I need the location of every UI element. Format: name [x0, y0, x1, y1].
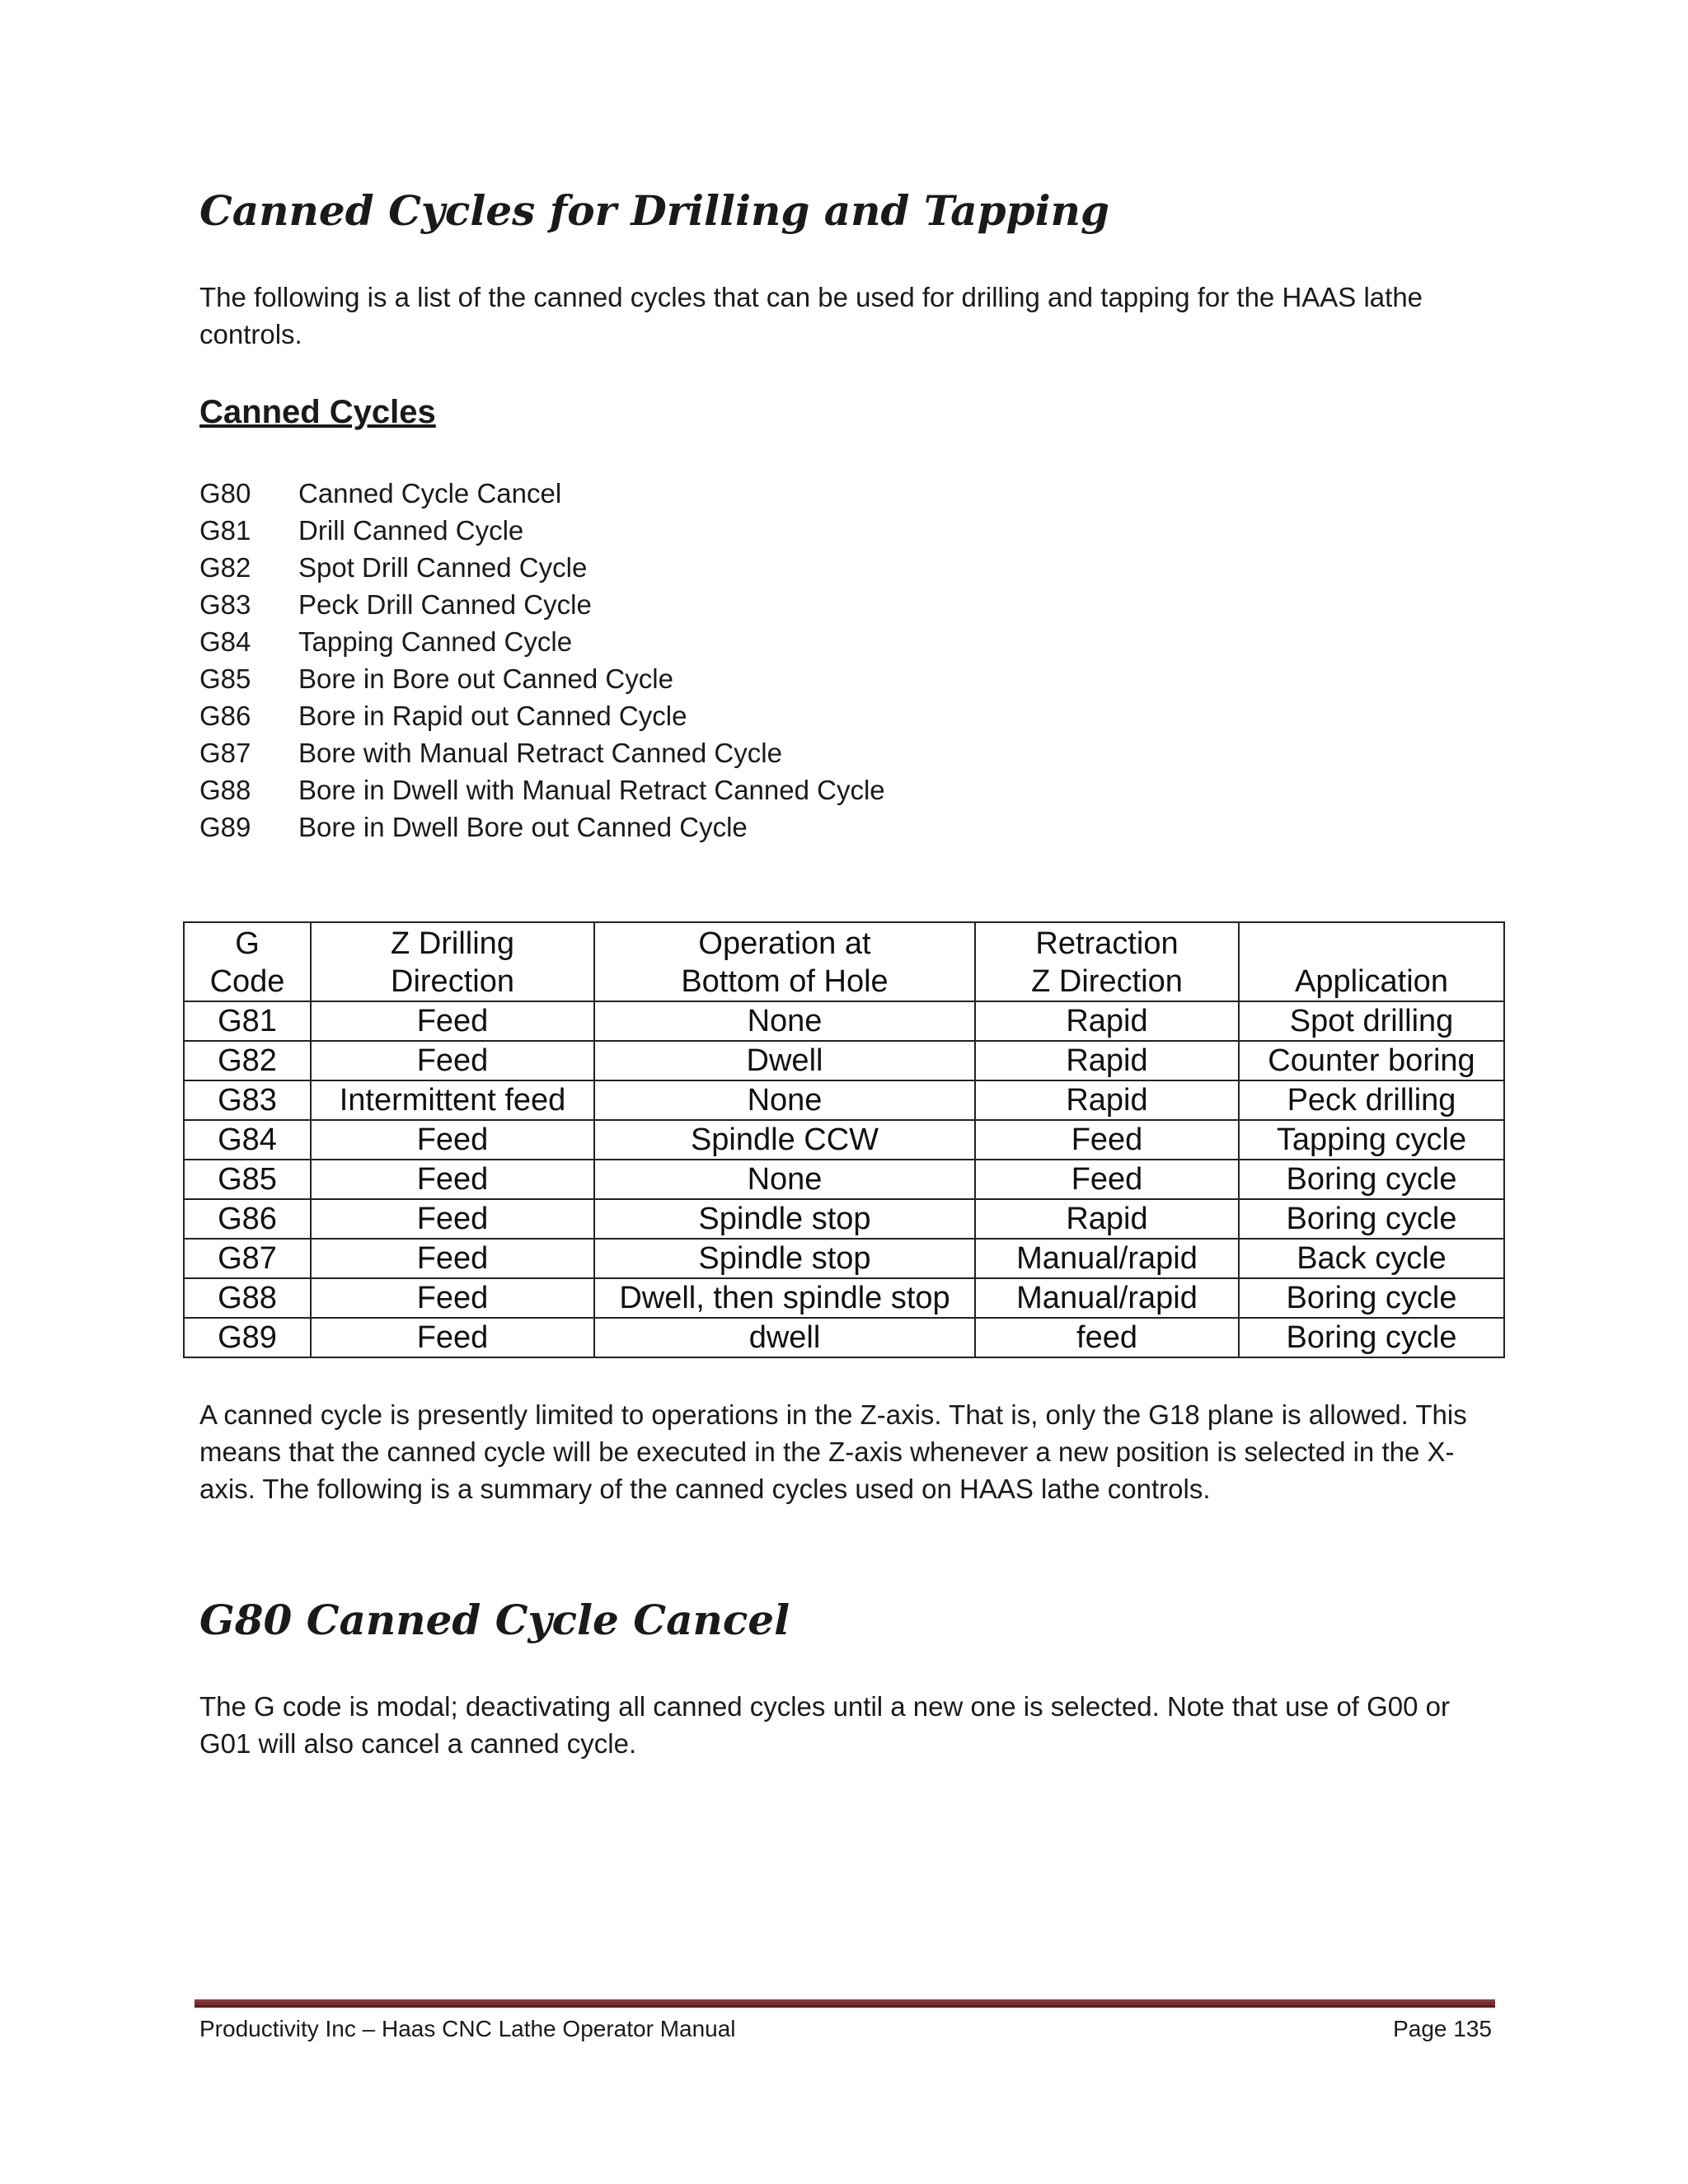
table-row: [184, 1318, 1504, 1357]
cell-g-code: G84: [184, 1120, 311, 1160]
cell-retraction: Manual/rapid: [975, 1278, 1239, 1318]
table-row: [184, 1080, 1504, 1120]
cell-operation: Spindle stop: [594, 1239, 975, 1278]
cell-operation: Spindle CCW: [594, 1120, 975, 1160]
intro-paragraph: The following is a list of the canned cycles that can be used for drilling and tapping for the HAAS lathe controls.: [199, 282, 1423, 349]
cell-operation: Dwell, then spindle stop: [594, 1278, 975, 1318]
cell-retraction: Rapid: [975, 1001, 1239, 1041]
summary-paragraph: A canned cycle is presently limited to operations in the Z-axis. That is, only the G18 plane is allowed. This means that the canned cycle will be executed in the Z-axis whenever a new position is selected in the X-axis. The following is a summary of the canned cycles used on HAAS lathe controls.: [199, 1399, 1467, 1504]
cell-application: Boring cycle: [1239, 1278, 1504, 1318]
cycle-name: Peck Drill Canned Cycle: [298, 589, 592, 620]
cell-direction: Feed: [311, 1120, 594, 1160]
cell-operation: Dwell: [594, 1041, 975, 1080]
cell-direction: Feed: [311, 1041, 594, 1080]
cell-application: Peck drilling: [1239, 1080, 1504, 1120]
cell-g-code: G87: [184, 1239, 311, 1278]
table-row: [184, 1001, 1504, 1041]
canned-cycle-table: [183, 921, 1505, 1358]
cell-application: Spot drilling: [1239, 1001, 1504, 1041]
page-heading: Canned Cycles for Drilling and Tapping: [199, 186, 1109, 235]
list-item: [199, 734, 885, 771]
cycle-code: G89: [199, 812, 251, 842]
footer-page-number: Page 135: [1393, 2016, 1492, 2041]
cycle-name: Bore with Manual Retract Canned Cycle: [298, 738, 782, 768]
table-row: [184, 1160, 1504, 1199]
header-z-drilling-direction: Z Drilling Direction: [311, 922, 594, 1001]
cell-application: Boring cycle: [1239, 1160, 1504, 1199]
cell-retraction: feed: [975, 1318, 1239, 1357]
cycle-code: G81: [199, 515, 251, 546]
header-application: Application: [1239, 922, 1504, 1001]
cell-application: Boring cycle: [1239, 1199, 1504, 1239]
cell-direction: Feed: [311, 1199, 594, 1239]
cell-g-code: G86: [184, 1199, 311, 1239]
cycle-code: G88: [199, 775, 251, 805]
header-g-code: G Code: [184, 922, 311, 1001]
list-item: [199, 771, 885, 808]
cell-direction: Feed: [311, 1318, 594, 1357]
cycle-name: Bore in Rapid out Canned Cycle: [298, 701, 687, 731]
cell-application: Counter boring: [1239, 1041, 1504, 1080]
cycle-name: Canned Cycle Cancel: [298, 478, 562, 509]
cell-direction: Feed: [311, 1160, 594, 1199]
cycle-name: Bore in Dwell Bore out Canned Cycle: [298, 812, 748, 842]
table-row: [184, 1199, 1504, 1239]
cell-retraction: Rapid: [975, 1041, 1239, 1080]
cycle-code: G84: [199, 626, 251, 657]
table-row: [184, 1120, 1504, 1160]
cycle-name: Drill Canned Cycle: [298, 515, 524, 546]
cell-retraction: Feed: [975, 1160, 1239, 1199]
list-item: [199, 808, 885, 846]
header-operation-at-bottom: Operation at Bottom of Hole: [594, 922, 975, 1001]
cycle-name: Spot Drill Canned Cycle: [298, 552, 588, 583]
cycle-list: [199, 475, 885, 846]
table-row: [184, 1278, 1504, 1318]
cell-retraction: Rapid: [975, 1080, 1239, 1120]
cycle-code: G83: [199, 589, 251, 620]
canned-cycles-heading: Canned Cycles: [199, 394, 436, 430]
cell-direction: Intermittent feed: [311, 1080, 594, 1120]
cell-application: Back cycle: [1239, 1239, 1504, 1278]
list-item: [199, 660, 885, 697]
list-item: [199, 475, 885, 512]
table-row: [184, 1239, 1504, 1278]
cell-g-code: G88: [184, 1278, 311, 1318]
cell-operation: None: [594, 1001, 975, 1041]
cell-g-code: G85: [184, 1160, 311, 1199]
cell-direction: Feed: [311, 1278, 594, 1318]
cell-retraction: Feed: [975, 1120, 1239, 1160]
g80-heading: G80 Canned Cycle Cancel: [199, 1596, 790, 1644]
cell-application: Boring cycle: [1239, 1318, 1504, 1357]
cell-retraction: Manual/rapid: [975, 1239, 1239, 1278]
footer-divider: [195, 1999, 1495, 2008]
list-item: [199, 586, 885, 623]
cell-operation: Spindle stop: [594, 1199, 975, 1239]
cycle-code: G85: [199, 663, 251, 694]
cell-application: Tapping cycle: [1239, 1120, 1504, 1160]
cell-operation: None: [594, 1160, 975, 1199]
cycle-name: Bore in Dwell with Manual Retract Canned Cycle: [298, 775, 885, 805]
cell-direction: Feed: [311, 1001, 594, 1041]
cell-direction: Feed: [311, 1239, 594, 1278]
cycle-code: G82: [199, 552, 251, 583]
table-header-row: [184, 922, 1504, 1001]
cell-retraction: Rapid: [975, 1199, 1239, 1239]
g80-paragraph: The G code is modal; deactivating all canned cycles until a new one is selected. Note that use of G00 or G01 will also cancel a canned cycle.: [199, 1691, 1451, 1759]
list-item: [199, 623, 885, 660]
table-row: [184, 1041, 1504, 1080]
list-item: [199, 697, 885, 734]
cycle-code: G87: [199, 738, 251, 768]
cell-operation: dwell: [594, 1318, 975, 1357]
cell-g-code: G81: [184, 1001, 311, 1041]
cycle-name: Tapping Canned Cycle: [298, 626, 573, 657]
cell-g-code: G89: [184, 1318, 311, 1357]
cycle-name: Bore in Bore out Canned Cycle: [298, 663, 673, 694]
header-retraction-z-direction: Retraction Z Direction: [975, 922, 1239, 1001]
footer-manual-title: Productivity Inc – Haas CNC Lathe Operator Manual: [199, 2016, 736, 2041]
list-item: [199, 549, 885, 586]
cell-g-code: G82: [184, 1041, 311, 1080]
cell-g-code: G83: [184, 1080, 311, 1120]
list-item: [199, 512, 885, 549]
cell-operation: None: [594, 1080, 975, 1120]
cycle-code: G80: [199, 478, 251, 509]
cycle-code: G86: [199, 701, 251, 731]
